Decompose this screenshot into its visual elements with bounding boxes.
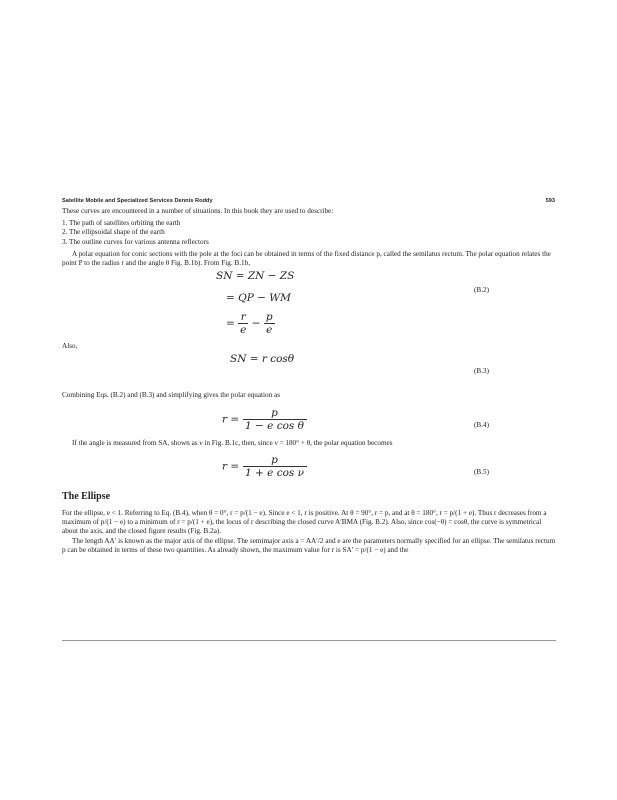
- eq-b4-den: 1 − e cos θ: [243, 419, 307, 432]
- eq-b2-line2: = QP − WM: [226, 292, 291, 305]
- ellipse-paragraph: For the ellipse, e < 1. Referring to Eq. (B.4), when θ = 0°, r = p/(1 − e). Since e < 1, r is positive. At θ = 90°, r = p, and at θ = 180°, r = p/(1 + e). Thus r decreases from a maximum of p/(1 − e) to a minimum of r = p/(1 + e), the locus of r describing the closed curve A′BMA (Fig. B.2). Also, since cos(−θ) = cosθ, the curve is symmetrical about the axis, and the closed figure results (Fig. B.2a).: [62, 509, 547, 536]
- combining-text: Combining Eqs. (B.2) and (B.3) and simplifying gives the polar equation as: [62, 391, 280, 400]
- intro-paragraph: These curves are encountered in a number of situations. In this book they are used to describe:: [62, 207, 334, 215]
- eq-b5-num: p: [271, 453, 278, 466]
- eq-b4-lhs: r =: [222, 413, 240, 426]
- section-heading: The Ellipse: [62, 490, 111, 502]
- eq-b2-fraction-p-over-e: [264, 311, 275, 336]
- eq-b2-equals: =: [226, 317, 235, 330]
- eq-b4-num: p: [271, 406, 278, 419]
- eq-b2-line3: [226, 311, 275, 336]
- also-text: Also,: [62, 342, 78, 351]
- eq-b2-frac1-den: e: [240, 324, 247, 337]
- eq-b2-fraction-r-over-e: [238, 311, 248, 336]
- angle-paragraph: If the angle is measured from SA, shown as ν in Fig. B.1c, then, since ν = 180° + θ, the polar equation becomes: [72, 438, 393, 447]
- eq-b4-expr: [222, 407, 307, 432]
- equation-b4: [62, 405, 556, 437]
- eq-b2-frac1-num: r: [240, 311, 246, 324]
- footer-divider: [62, 640, 556, 641]
- major-axis-paragraph: The length AA′ is known as the major axis of the ellipse. The semimajor axis a = AA′/2 and e are the parameters normally specified for an ellipse. The semilatus rectum p can be obtained in terms of these two quantities. As already shown, the maximum value for r is SA′ = p/(1 − e) and the: [62, 536, 556, 554]
- eq-b2-label: (B.2): [474, 286, 489, 295]
- eq-b5-fraction: [243, 454, 307, 479]
- page-number: 593: [545, 198, 555, 204]
- eq-b5-expr: [222, 454, 307, 479]
- eq-b4-label: (B.4): [474, 420, 489, 429]
- running-title: Satellite Mobile and Specialized Services Dennis Roddy: [62, 198, 213, 204]
- usage-list: [62, 219, 556, 247]
- eq-b2-frac2-num: p: [265, 311, 273, 324]
- equation-b3: [62, 355, 556, 385]
- eq-b5-den: 1 + e cos ν: [243, 466, 307, 479]
- eq-b5-label: (B.5): [474, 467, 489, 476]
- eq-b5-lhs: r =: [222, 460, 240, 473]
- eq-b3-label: (B.3): [474, 367, 489, 376]
- eq-b2-minus: −: [251, 317, 261, 330]
- equation-b2: [62, 272, 556, 340]
- eq-b2-frac2-den: e: [264, 323, 275, 336]
- eq-b4-fraction: [243, 407, 307, 432]
- list-item: 2. The ellipsoidal shape of the earth: [62, 228, 165, 237]
- eq-b2-line1: SN = ZN − ZS: [216, 270, 295, 283]
- polar-equation-paragraph: A polar equation for conic sections with the pole at the foci can be obtained in terms of the fixed distance p, called the semilatus rectum. The polar equation relates the point P to the radius r and the angle θ Fig. B.1b). From Fig. B.1b,: [62, 249, 551, 268]
- list-item: 1. The path of satellites orbiting the earth: [62, 219, 181, 228]
- list-item: 3. The outline curves for various antenna reflectors: [62, 237, 209, 246]
- eq-b3-expr: SN = r cosθ: [230, 353, 295, 366]
- page-body: [62, 207, 556, 555]
- equation-b5: [62, 452, 556, 486]
